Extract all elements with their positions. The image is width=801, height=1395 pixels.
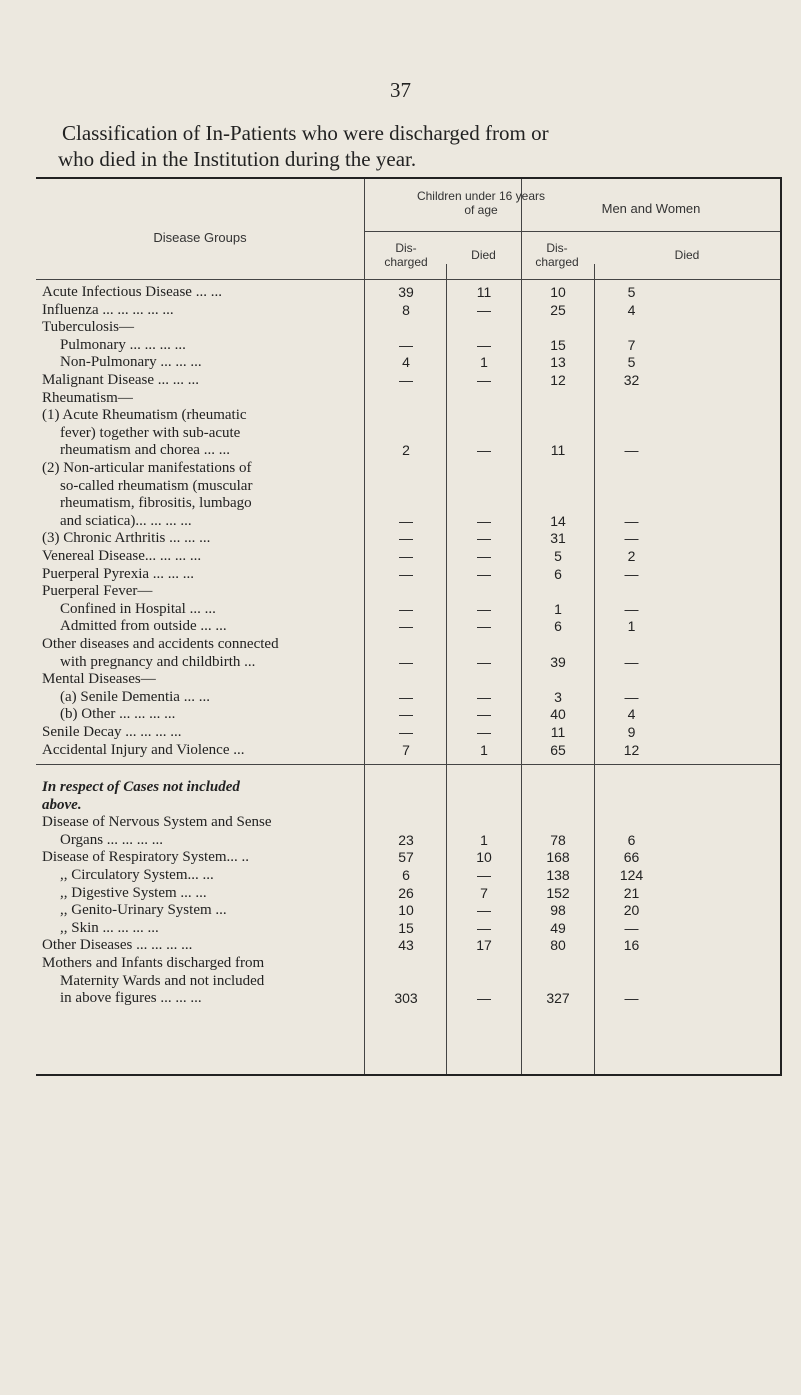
row-label: Pulmonary ... ... ... ... bbox=[60, 336, 186, 353]
children-discharged-cell: 4 bbox=[402, 354, 410, 371]
table-row bbox=[42, 797, 82, 814]
adults-discharged-cell bbox=[522, 407, 594, 424]
table-row bbox=[42, 654, 255, 671]
children-died-cell: 7 bbox=[480, 884, 488, 901]
children-discharged-cell: 303 bbox=[394, 990, 418, 1007]
children-died-cell: — bbox=[477, 336, 491, 353]
adults-died-cell: 12 bbox=[623, 741, 640, 758]
children-discharged-cell: 15 bbox=[398, 919, 414, 936]
adults-discharged-cell bbox=[522, 319, 594, 336]
children-discharged-cell bbox=[366, 973, 446, 990]
adults-died-cell bbox=[595, 407, 668, 424]
children-discharged-cell bbox=[366, 779, 446, 796]
children-discharged-cell bbox=[366, 407, 446, 424]
table-row bbox=[42, 460, 252, 477]
page-caption bbox=[58, 120, 782, 172]
adults-died-cell: 124 bbox=[619, 867, 644, 883]
children-died-cell bbox=[447, 407, 521, 424]
table-row bbox=[42, 689, 210, 706]
header-disease-groups: Disease Groups bbox=[153, 230, 247, 245]
children-died-cell bbox=[447, 973, 521, 990]
row-label: Non-Pulmonary ... ... ... bbox=[60, 354, 202, 371]
adults-discharged-cell: 1 bbox=[554, 600, 562, 617]
adults-discharged-cell: 3 bbox=[554, 688, 562, 705]
adults-discharged-cell bbox=[522, 478, 594, 495]
adults-discharged-cell bbox=[522, 955, 594, 972]
children-died-cell: — bbox=[477, 548, 491, 564]
row-label: fever) together with sub-acute bbox=[60, 424, 241, 441]
children-died-cell: 17 bbox=[476, 937, 492, 954]
adults-died-cell: 66 bbox=[623, 849, 640, 866]
table-row bbox=[42, 636, 279, 653]
adults-discharged-cell bbox=[522, 973, 594, 990]
children-died-cell: — bbox=[477, 688, 491, 705]
children-died-cell: — bbox=[477, 653, 491, 670]
adults-discharged-cell: 78 bbox=[550, 831, 566, 848]
table-row bbox=[42, 671, 156, 688]
adults-discharged-cell bbox=[522, 495, 594, 512]
adults-died-cell bbox=[595, 425, 668, 442]
row-label: ,, Skin ... ... ... ... bbox=[60, 919, 159, 936]
children-died-cell: 11 bbox=[476, 284, 492, 300]
row-label: (3) Chronic Arthritis ... ... ... bbox=[42, 530, 211, 547]
adults-died-cell bbox=[595, 671, 668, 688]
section-rule bbox=[36, 764, 780, 765]
header-children-died: Died bbox=[471, 248, 496, 262]
children-discharged-cell bbox=[366, 319, 446, 336]
children-discharged-cell bbox=[366, 425, 446, 442]
children-died-cell bbox=[447, 583, 521, 600]
adults-died-cell: 5 bbox=[627, 354, 636, 371]
adults-died-cell: — bbox=[624, 530, 639, 547]
col-rule-label bbox=[364, 179, 365, 1074]
row-label: rheumatism and chorea ... ... bbox=[60, 442, 230, 459]
table-row bbox=[42, 530, 210, 547]
row-label: and sciatica)... ... ... ... bbox=[60, 512, 192, 529]
table-row bbox=[42, 779, 240, 796]
adults-discharged-cell: 152 bbox=[546, 884, 570, 901]
adults-died-cell bbox=[595, 478, 668, 495]
adults-died-cell: 5 bbox=[627, 284, 636, 300]
children-died-cell: — bbox=[477, 990, 491, 1007]
children-discharged-cell: — bbox=[399, 618, 413, 635]
row-label: Mental Diseases— bbox=[42, 671, 156, 688]
children-discharged-cell: — bbox=[399, 600, 413, 617]
adults-died-cell bbox=[595, 814, 668, 831]
children-discharged-cell: 10 bbox=[398, 902, 414, 919]
header-adults-died: Died bbox=[674, 248, 700, 262]
adults-died-cell: 4 bbox=[627, 301, 636, 318]
children-died-cell bbox=[447, 636, 521, 653]
children-died-cell: — bbox=[477, 565, 491, 582]
children-discharged-cell: — bbox=[399, 724, 413, 740]
children-died-cell bbox=[447, 814, 521, 831]
row-label: in above figures ... ... ... bbox=[60, 990, 202, 1007]
children-died-cell: — bbox=[477, 512, 491, 529]
children-died-cell bbox=[447, 495, 521, 512]
adults-died-cell: 16 bbox=[623, 937, 640, 954]
adults-discharged-cell bbox=[522, 671, 594, 688]
row-label: Accidental Injury and Violence ... bbox=[42, 741, 245, 758]
children-discharged-cell bbox=[366, 814, 446, 831]
adults-discharged-cell bbox=[522, 460, 594, 477]
adults-died-cell bbox=[595, 955, 668, 972]
children-discharged-cell: — bbox=[399, 565, 413, 582]
row-label: Maternity Wards and not included bbox=[60, 972, 265, 989]
children-died-cell: — bbox=[477, 902, 491, 919]
adults-died-cell: 21 bbox=[623, 884, 640, 901]
children-died-cell bbox=[447, 478, 521, 495]
table-row bbox=[42, 337, 186, 354]
row-label: Senile Decay ... ... ... ... bbox=[42, 724, 182, 740]
table-row bbox=[42, 920, 159, 937]
table-row bbox=[42, 442, 230, 459]
row-label: (1) Acute Rheumatism (rheumatic bbox=[42, 407, 247, 424]
row-label: Other diseases and accidents connected bbox=[42, 636, 279, 652]
row-label: with pregnancy and childbirth ... bbox=[60, 653, 256, 670]
children-discharged-cell bbox=[366, 636, 446, 653]
children-discharged-cell bbox=[366, 495, 446, 512]
children-died-cell: — bbox=[477, 530, 491, 547]
row-label: Mothers and Infants discharged from bbox=[42, 955, 265, 971]
adults-discharged-cell: 6 bbox=[554, 565, 562, 582]
table-row bbox=[42, 372, 199, 389]
children-died-cell: — bbox=[477, 724, 491, 740]
table-row bbox=[42, 814, 272, 831]
table-row bbox=[42, 284, 222, 301]
adults-discharged-cell bbox=[522, 779, 594, 796]
row-label: (2) Non-articular manifestations of bbox=[42, 460, 252, 476]
children-discharged-cell: — bbox=[399, 336, 413, 353]
children-discharged-cell bbox=[366, 955, 446, 972]
table-row bbox=[42, 566, 194, 583]
row-label: Rheumatism— bbox=[42, 389, 133, 406]
adults-discharged-cell: 11 bbox=[550, 442, 566, 459]
table-row bbox=[42, 425, 240, 442]
table-row bbox=[42, 548, 201, 565]
table-row bbox=[42, 495, 252, 512]
adults-died-cell bbox=[595, 495, 668, 512]
adults-discharged-cell: 327 bbox=[546, 990, 570, 1007]
children-discharged-cell: — bbox=[399, 653, 413, 670]
adults-discharged-cell: 65 bbox=[550, 741, 566, 758]
children-discharged-cell: — bbox=[399, 688, 413, 705]
row-label: Malignant Disease ... ... ... bbox=[42, 372, 200, 388]
caption-line-2: who died in the Institution during the year. bbox=[58, 147, 417, 171]
adults-discharged-cell: 138 bbox=[546, 867, 570, 883]
children-discharged-cell: 2 bbox=[402, 442, 410, 459]
table-row bbox=[42, 407, 247, 424]
children-died-cell: — bbox=[477, 301, 491, 318]
children-discharged-cell: 26 bbox=[398, 884, 414, 901]
caption-line-1: Classification of In-Patients who were discharged from or bbox=[62, 121, 549, 145]
children-died-cell bbox=[447, 425, 521, 442]
children-discharged-cell: — bbox=[399, 548, 413, 564]
children-died-cell: 1 bbox=[480, 354, 488, 371]
row-label: ,, Genito-Urinary System ... bbox=[60, 902, 227, 919]
table-row bbox=[42, 478, 252, 495]
header-children: Children under 16 years of age bbox=[416, 189, 546, 217]
adults-discharged-cell: 80 bbox=[550, 937, 566, 954]
table-row bbox=[42, 955, 264, 972]
adults-discharged-cell: 14 bbox=[550, 512, 566, 529]
adults-died-cell: — bbox=[624, 688, 639, 705]
children-discharged-cell bbox=[366, 797, 446, 814]
adults-died-cell: 2 bbox=[627, 548, 636, 564]
table-row bbox=[42, 849, 249, 866]
row-label: (b) Other ... ... ... ... bbox=[60, 706, 176, 723]
children-discharged-cell: — bbox=[399, 706, 413, 723]
children-discharged-cell: 39 bbox=[398, 284, 414, 300]
row-label: Disease of Nervous System and Sense bbox=[42, 814, 272, 831]
row-label: Confined in Hospital ... ... bbox=[60, 600, 216, 617]
table-row bbox=[42, 867, 214, 884]
children-died-cell bbox=[447, 779, 521, 796]
table-row bbox=[42, 354, 202, 371]
table-row bbox=[42, 973, 264, 990]
adults-discharged-cell: 10 bbox=[550, 284, 566, 300]
adults-discharged-cell bbox=[522, 583, 594, 600]
adults-died-cell bbox=[595, 460, 668, 477]
children-discharged-cell bbox=[366, 583, 446, 600]
row-label: Puerperal Pyrexia ... ... ... bbox=[42, 565, 195, 582]
adults-discharged-cell: 40 bbox=[550, 706, 566, 723]
children-discharged-cell bbox=[366, 478, 446, 495]
children-died-cell: 1 bbox=[480, 741, 488, 758]
children-died-cell bbox=[447, 671, 521, 688]
adults-died-cell: — bbox=[624, 512, 639, 529]
children-discharged-cell bbox=[366, 460, 446, 477]
adults-died-cell bbox=[595, 797, 668, 814]
row-label: ,, Circulatory System... ... bbox=[60, 867, 214, 883]
children-discharged-cell: — bbox=[399, 372, 413, 388]
children-died-cell: — bbox=[477, 919, 491, 936]
adults-discharged-cell: 49 bbox=[550, 919, 566, 936]
table-row bbox=[42, 390, 133, 407]
adults-died-cell: — bbox=[624, 653, 639, 670]
children-died-cell: — bbox=[477, 600, 491, 617]
children-discharged-cell: — bbox=[399, 530, 413, 547]
table-row bbox=[42, 583, 152, 600]
adults-discharged-cell: 39 bbox=[550, 653, 566, 670]
adults-died-cell: — bbox=[624, 442, 639, 459]
children-discharged-cell: 6 bbox=[402, 867, 410, 883]
adults-died-cell: 1 bbox=[627, 618, 636, 635]
children-died-cell: — bbox=[477, 706, 491, 723]
header-adults-discharged: Dis- charged bbox=[535, 241, 579, 269]
row-label: Acute Infectious Disease ... ... bbox=[42, 284, 222, 300]
row-label: Other Diseases ... ... ... ... bbox=[42, 937, 193, 954]
adults-died-cell bbox=[595, 779, 668, 796]
adults-died-cell: 4 bbox=[627, 706, 636, 723]
children-discharged-cell: — bbox=[399, 512, 413, 529]
adults-died-cell: 7 bbox=[627, 336, 636, 353]
children-died-cell bbox=[447, 390, 521, 407]
row-label: Venereal Disease... ... ... ... bbox=[42, 548, 202, 564]
children-died-cell bbox=[447, 319, 521, 336]
adults-died-cell bbox=[595, 319, 668, 336]
table-row bbox=[42, 513, 192, 530]
table-row bbox=[42, 832, 163, 849]
header-adults: Men and Women bbox=[601, 201, 701, 216]
row-label: so-called rheumatism (muscular bbox=[60, 477, 253, 494]
adults-died-cell bbox=[595, 636, 668, 653]
row-label: (a) Senile Dementia ... ... bbox=[60, 688, 210, 705]
adults-died-cell bbox=[595, 973, 668, 990]
row-label: Admitted from outside ... ... bbox=[60, 618, 227, 635]
children-died-cell: — bbox=[477, 442, 491, 459]
children-died-cell: — bbox=[477, 867, 491, 883]
adults-discharged-cell: 25 bbox=[550, 301, 566, 318]
adults-discharged-cell: 6 bbox=[554, 618, 562, 635]
page-number: 37 bbox=[390, 78, 411, 102]
children-died-cell: — bbox=[477, 372, 491, 388]
table-row bbox=[42, 885, 207, 902]
adults-discharged-cell: 31 bbox=[550, 530, 566, 547]
children-died-cell bbox=[447, 460, 521, 477]
adults-discharged-cell: 168 bbox=[546, 849, 570, 866]
adults-died-cell bbox=[595, 583, 668, 600]
table-row bbox=[42, 618, 227, 635]
children-discharged-cell: 23 bbox=[398, 831, 414, 848]
adults-discharged-cell: 13 bbox=[550, 354, 566, 371]
adults-died-cell: — bbox=[624, 565, 639, 582]
adults-discharged-cell bbox=[522, 814, 594, 831]
adults-discharged-cell bbox=[522, 425, 594, 442]
table-row bbox=[42, 601, 216, 618]
row-label: Disease of Respiratory System... .. bbox=[42, 849, 250, 866]
adults-died-cell: — bbox=[624, 990, 639, 1007]
adults-died-cell: 20 bbox=[623, 902, 640, 919]
adults-discharged-cell: 98 bbox=[550, 902, 566, 919]
adults-discharged-cell bbox=[522, 636, 594, 653]
children-discharged-cell: 7 bbox=[402, 741, 410, 758]
adults-discharged-cell bbox=[522, 390, 594, 407]
children-died-cell bbox=[447, 955, 521, 972]
children-discharged-cell bbox=[366, 671, 446, 688]
adults-discharged-cell: 12 bbox=[550, 372, 566, 388]
table-row bbox=[42, 302, 174, 319]
adults-discharged-cell: 11 bbox=[550, 724, 566, 740]
table-row bbox=[42, 724, 182, 741]
adults-died-cell: — bbox=[624, 919, 639, 936]
table-row bbox=[42, 937, 192, 954]
table-row bbox=[42, 742, 245, 759]
header-children-discharged: Dis- charged bbox=[384, 241, 428, 269]
row-label: above. bbox=[42, 796, 82, 813]
adults-discharged-cell bbox=[522, 797, 594, 814]
children-discharged-cell: 43 bbox=[398, 937, 414, 954]
row-label: Tuberculosis— bbox=[42, 319, 134, 336]
row-label: Influenza ... ... ... ... ... bbox=[42, 301, 174, 318]
row-label: Organs ... ... ... ... bbox=[60, 831, 164, 848]
adults-died-cell bbox=[595, 390, 668, 407]
table-row bbox=[42, 319, 134, 336]
adults-discharged-cell: 15 bbox=[550, 336, 566, 353]
classification-table bbox=[36, 177, 782, 1076]
adults-died-cell: — bbox=[624, 600, 639, 617]
header-sub-rule bbox=[364, 231, 780, 232]
children-died-cell bbox=[447, 797, 521, 814]
children-died-cell: — bbox=[477, 618, 491, 635]
children-discharged-cell: 57 bbox=[398, 849, 414, 866]
row-label: ,, Digestive System ... ... bbox=[60, 884, 207, 901]
row-label: Puerperal Fever— bbox=[42, 583, 153, 600]
children-died-cell: 1 bbox=[480, 831, 488, 848]
header-bottom-rule bbox=[36, 279, 780, 280]
adults-discharged-cell: 5 bbox=[554, 548, 562, 564]
children-died-cell: 10 bbox=[476, 849, 492, 866]
adults-died-cell: 32 bbox=[623, 372, 640, 388]
table-row bbox=[42, 990, 202, 1007]
adults-died-cell: 9 bbox=[627, 724, 636, 740]
table-row bbox=[42, 706, 175, 723]
row-label: rheumatism, fibrositis, lumbago bbox=[60, 495, 252, 512]
children-discharged-cell: 8 bbox=[402, 301, 410, 318]
adults-died-cell: 6 bbox=[627, 831, 636, 848]
row-label: In respect of Cases not included bbox=[42, 779, 240, 795]
table-row bbox=[42, 902, 227, 919]
children-discharged-cell bbox=[366, 390, 446, 407]
